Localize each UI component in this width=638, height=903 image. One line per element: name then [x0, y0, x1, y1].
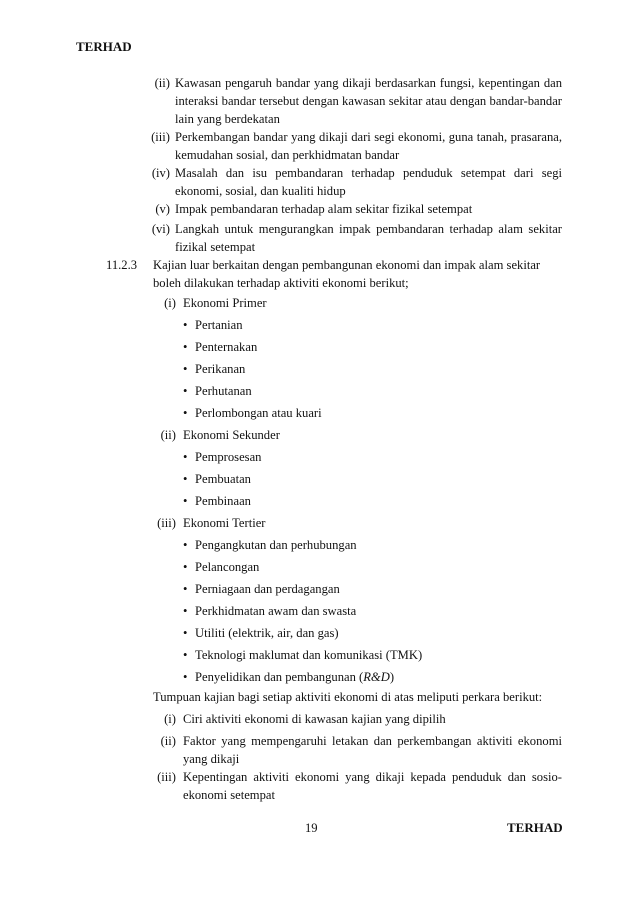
bullet-text: Perniagaan dan perdagangan	[195, 582, 340, 596]
bullet-text-suffix: )	[389, 670, 395, 684]
bullet-icon: •	[183, 494, 188, 508]
category-label: Ekonomi Sekunder	[183, 428, 280, 442]
list-item-number: (i)	[164, 712, 176, 726]
bullet-text: Utiliti (elektrik, air, dan gas)	[195, 626, 339, 640]
list-item-number: (vi)	[151, 222, 170, 236]
classification-header: TERHAD	[76, 39, 132, 54]
bullet-icon: •	[183, 538, 188, 552]
section-number: 11.2.3	[106, 258, 138, 272]
category-number: (i)	[164, 296, 176, 310]
bullet-text: Pembuatan	[195, 472, 251, 486]
bullet-text: Pembinaan	[195, 494, 251, 508]
list-item-text: Faktor yang mempengaruhi letakan dan perkembangan aktiviti ekonomi yang dikaji	[183, 734, 562, 766]
category-label: Ekonomi Primer	[183, 296, 267, 310]
bullet-text: Pelancongan	[195, 560, 260, 574]
bullet-icon: •	[183, 670, 188, 684]
bullet-item	[183, 338, 257, 356]
category-number: (ii)	[160, 428, 176, 442]
list-item-text: Kepentingan aktiviti ekonomi yang dikaji kepada penduduk dan sosio-ekonomi setempat	[183, 770, 562, 802]
bullet-icon: •	[183, 318, 188, 332]
bullet-text: Teknologi maklumat dan komunikasi (TMK)	[195, 648, 423, 662]
page-number: 19	[305, 821, 318, 835]
bullet-icon: •	[183, 362, 188, 376]
bullet-text: Pertanian	[195, 318, 243, 332]
bullet-icon: •	[183, 560, 188, 574]
list-item-text: Perkembangan bandar yang dikaji dari segi ekonomi, guna tanah, prasarana, kemudahan sosial, dan perkhidmatan bandar	[175, 130, 562, 162]
section-text: Kajian luar berkaitan dengan pembangunan ekonomi dan impak alam sekitar boleh dilakukan terhadap aktiviti ekonomi berikut;	[153, 258, 541, 290]
bullet-item	[183, 448, 261, 466]
list-item-text: Ciri aktiviti ekonomi di kawasan kajian yang dipilih	[183, 712, 446, 726]
bullet-icon: •	[183, 472, 188, 486]
bullet-text: Penternakan	[195, 340, 258, 354]
bullet-item	[183, 316, 243, 334]
bullet-item	[183, 602, 356, 620]
bullet-text: Perlombongan atau kuari	[195, 406, 322, 420]
bullet-text: Penyelidikan dan pembangunan (	[195, 670, 364, 684]
bullet-text: Perkhidmatan awam dan swasta	[195, 604, 357, 618]
list-item-number: (ii)	[160, 734, 176, 748]
bullet-text: Perikanan	[195, 362, 246, 376]
bullet-item	[183, 360, 245, 378]
bullet-text: Perhutanan	[195, 384, 252, 398]
bullet-item	[183, 470, 251, 488]
summary-text: Tumpuan kajian bagi setiap aktiviti ekonomi di atas meliputi perkara berikut:	[153, 690, 543, 704]
bullet-item	[183, 624, 339, 642]
list-item-number: (iii)	[157, 770, 176, 784]
list-item-text: Kawasan pengaruh bandar yang dikaji berdasarkan fungsi, kepentingan dan interaksi bandar tersebut dengan kawasan sekitar atau dengan bandar-bandar lain yang berdekatan	[175, 76, 562, 126]
list-item-text: Impak pembandaran terhadap alam sekitar fizikal setempat	[175, 202, 473, 216]
bullet-item	[183, 536, 357, 554]
classification-footer: TERHAD	[507, 820, 563, 835]
bullet-item	[183, 558, 259, 576]
bullet-text-italic: R&D	[363, 670, 390, 684]
bullet-icon: •	[183, 582, 188, 596]
bullet-item	[183, 646, 422, 664]
bullet-text: Pemprosesan	[195, 450, 262, 464]
bullet-item	[183, 382, 252, 400]
bullet-icon: •	[183, 648, 188, 662]
category-number: (iii)	[157, 516, 176, 530]
bullet-icon: •	[183, 406, 188, 420]
bullet-icon: •	[183, 604, 188, 618]
category-label: Ekonomi Tertier	[183, 516, 266, 530]
list-item-text: Masalah dan isu pembandaran terhadap penduduk setempat dari segi ekonomi, sosial, dan kualiti hidup	[175, 166, 562, 198]
bullet-item	[183, 668, 394, 686]
list-item-text: Langkah untuk mengurangkan impak pembandaran terhadap alam sekitar fizikal setempat	[175, 222, 562, 254]
bullet-text: Pengangkutan dan perhubungan	[195, 538, 357, 552]
bullet-item	[183, 492, 251, 510]
list-item-number: (ii)	[154, 76, 170, 90]
bullet-item	[183, 404, 322, 422]
list-item-number: (iii)	[151, 130, 170, 144]
bullet-icon: •	[183, 340, 188, 354]
list-item-number: (v)	[155, 202, 170, 216]
bullet-icon: •	[183, 450, 188, 464]
bullet-icon: •	[183, 384, 188, 398]
list-item-number: (iv)	[151, 166, 170, 180]
bullet-icon: •	[183, 626, 188, 640]
bullet-item	[183, 580, 340, 598]
